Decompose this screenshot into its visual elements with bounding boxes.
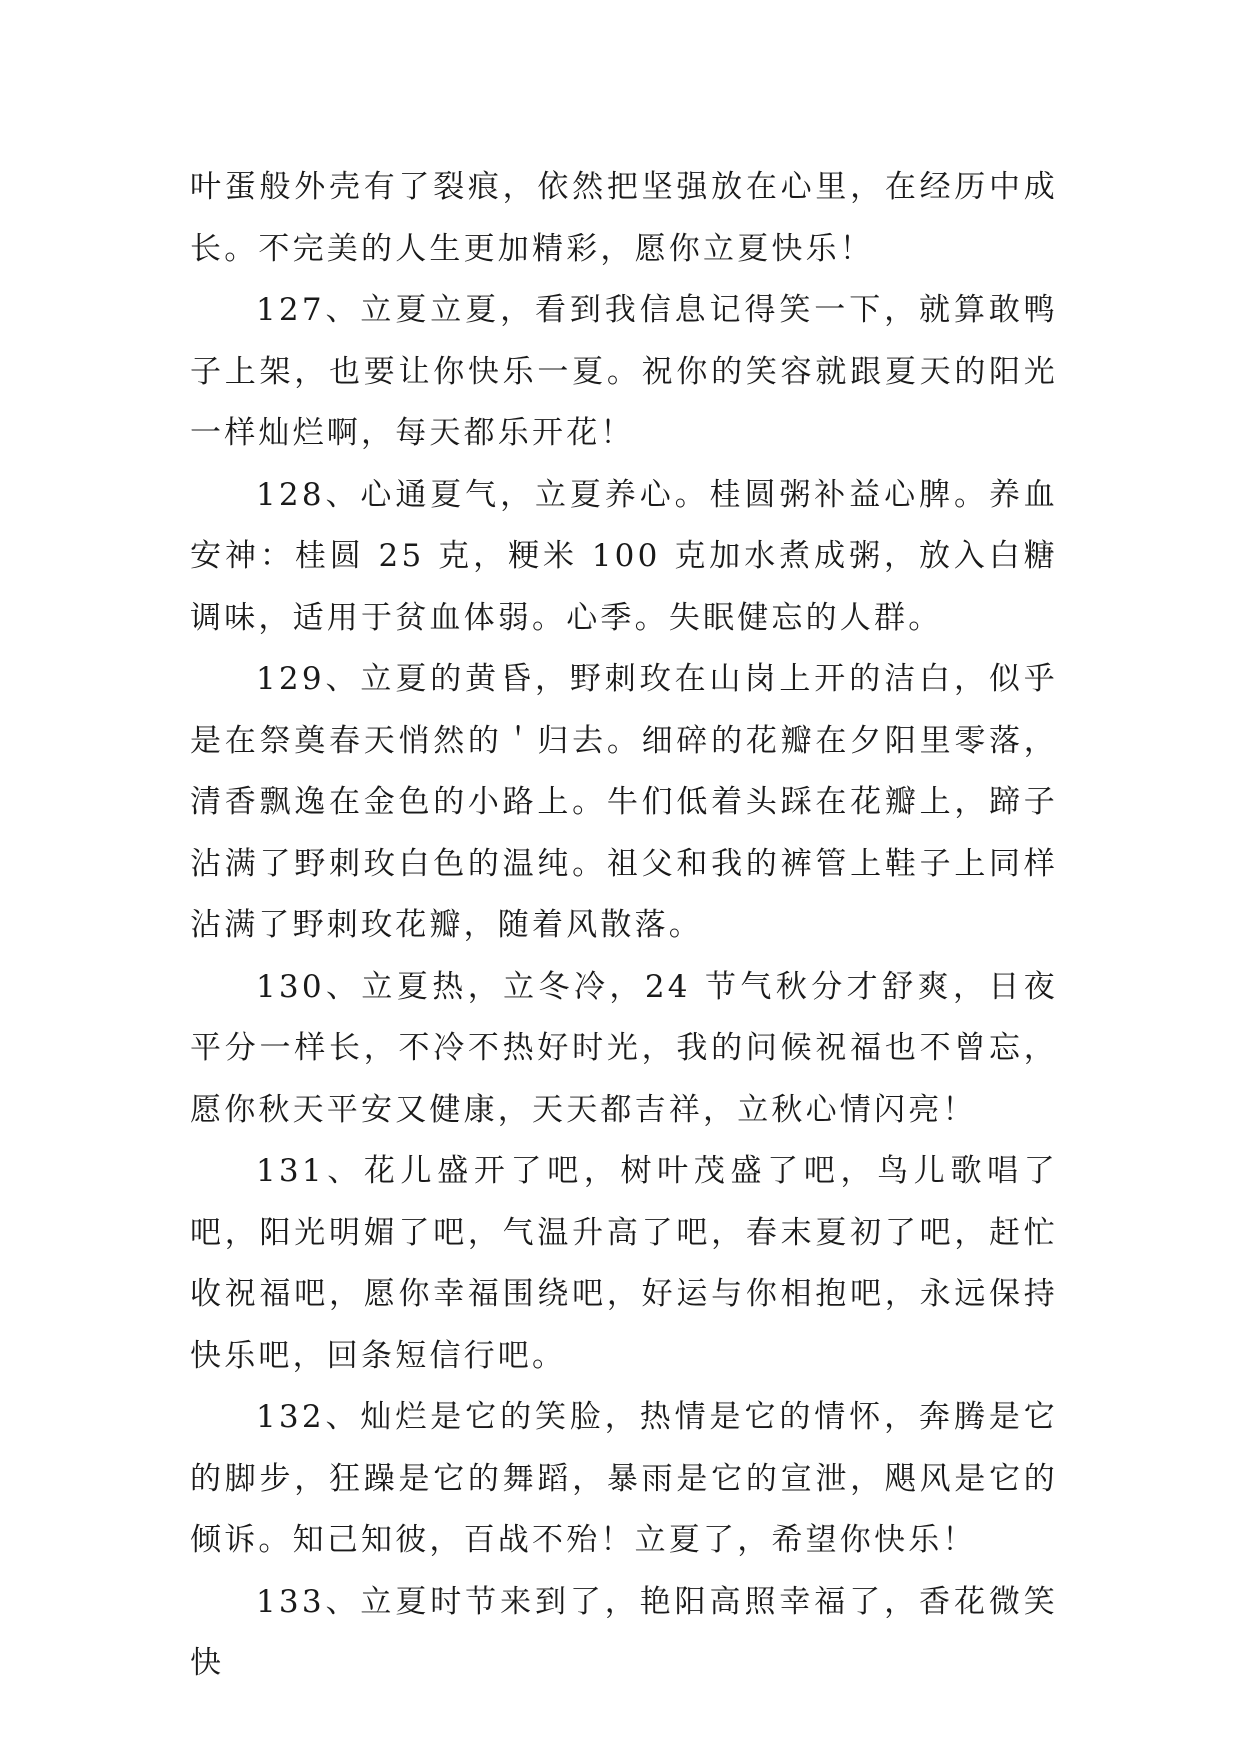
paragraph-continuation: 叶蛋般外壳有了裂痕，依然把坚强放在心里，在经历中成长。不完美的人生更加精彩，愿你立夏快乐！ xyxy=(190,169,1058,267)
paragraph-132: 132、灿烂是它的笑脸，热情是它的情怀，奔腾是它的脚步，狂躁是它的舞蹈，暴雨是它的宣泄，飓风是它的倾诉。知己知彼，百战不殆！立夏了，希望你快乐！ xyxy=(190,1399,1058,1558)
paragraph-130: 130、立夏热，立冬冷，24 节气秋分才舒爽，日夜平分一样长，不冷不热好时光，我的问候祝福也不曾忘，愿你秋天平安又健康，天天都吉祥，立秋心情闪亮！ xyxy=(190,968,1058,1128)
paragraph-127: 127、立夏立夏，看到我信息记得笑一下，就算敢鸭子上架，也要让你快乐一夏。祝你的笑容就跟夏天的阳光一样灿烂啊，每天都乐开花！ xyxy=(190,292,1058,451)
document-body xyxy=(190,157,1058,1695)
paragraph-128: 128、心通夏气，立夏养心。桂圆粥补益心脾。养血安神：桂圆 25 克，粳米 100 克加水煮成粥，放入白糖调味，适用于贫血体弱。心季。失眠健忘的人群。 xyxy=(190,476,1058,636)
paragraph-133: 133、立夏时节来到了，艳阳高照幸福了，香花微笑快 xyxy=(190,1583,1058,1681)
paragraph-131: 131、花儿盛开了吧，树叶茂盛了吧，鸟儿歌唱了吧，阳光明媚了吧，气温升高了吧，春末夏初了吧，赶忙收祝福吧，愿你幸福围绕吧，好运与你相抱吧，永远保持快乐吧，回条短信行吧。 xyxy=(190,1153,1058,1374)
paragraph-129: 129、立夏的黄昏，野刺玫在山岗上开的洁白，似乎是在祭奠春天悄然的＇归去。细碎的花瓣在夕阳里零落，清香飘逸在金色的小路上。牛们低着头踩在花瓣上，蹄子沾满了野刺玫白色的温纯。祖父和我的裤管上鞋子上同样沾满了野刺玫花瓣，随着风散落。 xyxy=(190,661,1058,943)
